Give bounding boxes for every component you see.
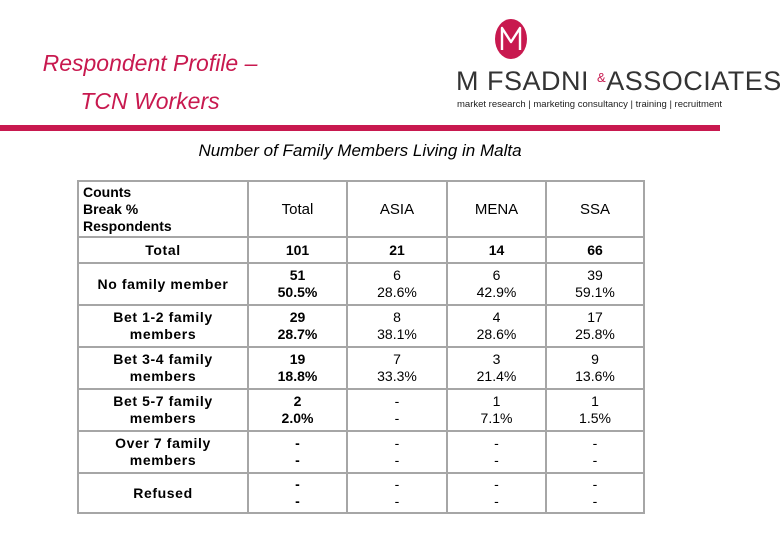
- slide-title-line-2: TCN Workers: [80, 88, 220, 114]
- row-label-line: members: [129, 326, 197, 342]
- row-label: Total: [78, 237, 248, 263]
- table-cell: [248, 347, 347, 389]
- table-cell: [347, 347, 447, 389]
- cell-count: 6: [393, 267, 401, 283]
- cell-percent: 25.8%: [575, 326, 615, 342]
- cell-percent: -: [394, 452, 400, 468]
- row-label: [78, 347, 248, 389]
- table-cell: 14: [447, 237, 546, 263]
- table-row: [78, 431, 644, 473]
- slide-title: [0, 44, 300, 120]
- slide-title-line-1: Respondent Profile –: [42, 50, 258, 76]
- cell-count: -: [494, 476, 499, 492]
- table-cell: [546, 347, 644, 389]
- cell-count: 1: [492, 393, 501, 409]
- table-cell: [546, 431, 644, 473]
- table-cell: [447, 473, 546, 513]
- table-cell: [447, 263, 546, 305]
- table-row: [78, 347, 644, 389]
- table-title: Number of Family Members Living in Malta: [198, 141, 522, 160]
- cell-percent: -: [394, 410, 400, 426]
- logo-name-part2: ASSOCIATES: [606, 66, 782, 96]
- row-label: [78, 431, 248, 473]
- cell-percent: -: [295, 493, 300, 509]
- column-header-mena: MENA: [447, 181, 546, 237]
- table-cell: 66: [546, 237, 644, 263]
- cell-percent: 42.9%: [476, 284, 517, 300]
- cell-percent: -: [394, 493, 400, 509]
- cell-count: -: [592, 476, 598, 492]
- cell-percent: 50.5%: [277, 284, 318, 300]
- cell-count: 9: [591, 351, 599, 367]
- cell-percent: 28.7%: [277, 326, 318, 342]
- table-cell: [248, 263, 347, 305]
- row-label: [78, 389, 248, 431]
- cell-count: -: [295, 435, 300, 451]
- cell-percent: -: [295, 452, 300, 468]
- row-label: [78, 263, 248, 305]
- cell-percent: 2.0%: [281, 410, 314, 426]
- table-cell: [347, 389, 447, 431]
- cell-count: 29: [289, 309, 306, 325]
- table-cell: [248, 473, 347, 513]
- cell-count: -: [394, 393, 400, 409]
- cell-count: 51: [289, 267, 306, 283]
- row-label-line: Bet 5-7 family: [113, 393, 213, 409]
- cell-percent: 13.6%: [575, 368, 615, 384]
- table-header-row: [78, 181, 644, 237]
- cell-count: 8: [393, 309, 401, 325]
- table-cell: [546, 305, 644, 347]
- cell-count: -: [592, 435, 598, 451]
- corner-line: Respondents: [83, 217, 172, 234]
- table-row: [78, 263, 644, 305]
- cell-percent: -: [494, 493, 499, 509]
- logo-name-part1: M FSADNI: [456, 66, 590, 96]
- row-label-line: No family member: [97, 275, 229, 292]
- row-label: [78, 305, 248, 347]
- table-cell: [546, 389, 644, 431]
- cell-count: 2: [293, 393, 302, 409]
- cell-percent: 21.4%: [476, 368, 517, 384]
- logo-ampersand: &: [597, 70, 607, 85]
- header-corner-cell: [78, 181, 248, 237]
- row-label-line: members: [129, 410, 197, 426]
- header-divider: [0, 125, 720, 131]
- cell-percent: 18.8%: [277, 368, 318, 384]
- cell-count: -: [494, 435, 499, 451]
- cell-percent: 28.6%: [377, 284, 417, 300]
- cell-percent: 38.1%: [377, 326, 417, 342]
- row-label-line: Refused: [133, 484, 193, 501]
- cell-count: 39: [587, 267, 603, 283]
- table-cell: [447, 389, 546, 431]
- corner-line: Counts: [83, 183, 132, 200]
- cell-count: 7: [393, 351, 401, 367]
- family-members-table: [77, 180, 645, 514]
- cell-percent: 7.1%: [480, 410, 513, 426]
- cell-percent: 33.3%: [377, 368, 417, 384]
- table-cell: 101: [248, 237, 347, 263]
- table-cell: [248, 431, 347, 473]
- cell-count: -: [295, 476, 300, 492]
- cell-percent: -: [592, 452, 598, 468]
- logo-tagline: market research | marketing consultancy | training | recruitment: [457, 99, 723, 110]
- table-row: [78, 305, 644, 347]
- table-cell: [347, 431, 447, 473]
- total-row: [78, 237, 644, 263]
- table-row: [78, 389, 644, 431]
- cell-count: -: [394, 435, 400, 451]
- logo-mark-icon: [494, 18, 528, 60]
- table-cell: [248, 389, 347, 431]
- table-cell: [546, 263, 644, 305]
- row-label-line: Bet 1-2 family: [113, 309, 213, 325]
- cell-percent: 59.1%: [575, 284, 615, 300]
- table-cell: [347, 263, 447, 305]
- row-label-line: Bet 3-4 family: [113, 351, 213, 367]
- row-label-line: members: [129, 452, 197, 468]
- table-row: [78, 473, 644, 513]
- cell-count: -: [394, 476, 400, 492]
- corner-line: Break %: [83, 200, 139, 217]
- table-cell: [447, 347, 546, 389]
- table-cell: [447, 431, 546, 473]
- cell-percent: -: [592, 493, 598, 509]
- table-cell: [347, 305, 447, 347]
- cell-count: 3: [492, 351, 501, 367]
- column-header-total: Total: [248, 181, 347, 237]
- row-label-line: Over 7 family: [115, 435, 211, 451]
- cell-count: 4: [492, 309, 501, 325]
- cell-percent: 1.5%: [579, 410, 611, 426]
- cell-count: 19: [289, 351, 306, 367]
- table-cell: 21: [347, 237, 447, 263]
- table-cell: [347, 473, 447, 513]
- row-label-line: members: [129, 368, 197, 384]
- logo-wordmark: [456, 66, 782, 97]
- cell-count: 1: [591, 393, 599, 409]
- column-header-asia: ASIA: [347, 181, 447, 237]
- cell-percent: 28.6%: [476, 326, 517, 342]
- column-header-ssa: SSA: [546, 181, 644, 237]
- cell-percent: -: [494, 452, 499, 468]
- table-cell: [248, 305, 347, 347]
- table-cell: [447, 305, 546, 347]
- table-cell: [546, 473, 644, 513]
- cell-count: 6: [492, 267, 501, 283]
- cell-count: 17: [587, 309, 603, 325]
- row-label: [78, 473, 248, 513]
